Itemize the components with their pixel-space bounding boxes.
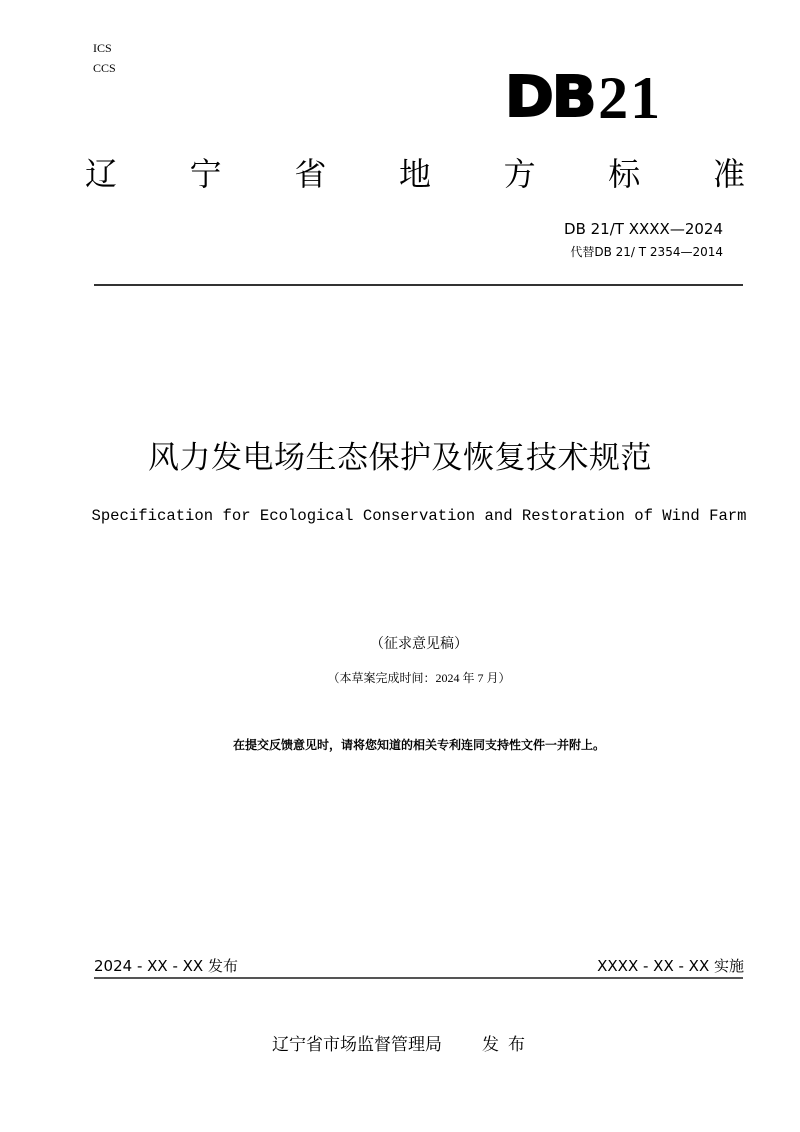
standard-type-char: 方 <box>503 155 536 193</box>
patent-notice: 在提交反馈意见时，请将您知道的相关专利连同支持性文件一并附上。 <box>232 738 605 752</box>
publisher-line <box>272 1033 534 1057</box>
bottom-divider <box>94 977 743 979</box>
publisher-action: 发布 <box>482 1035 534 1055</box>
document-title-english: Specification for Ecological Conservation and Restoration of Wind Farm <box>91 507 747 525</box>
issue-date: 2024 - XX - XX 发布 <box>94 957 238 975</box>
classification-codes <box>93 38 116 78</box>
draft-status: （征求意见稿） <box>370 637 468 652</box>
db21-logo <box>505 65 663 131</box>
document-title-chinese: 风力发电场生态保护及恢复技术规范 <box>148 440 652 476</box>
standard-type-char: 标 <box>608 155 641 193</box>
ccs-label: CCS <box>93 61 116 75</box>
top-divider <box>94 284 743 286</box>
standard-type-char: 辽 <box>85 155 118 193</box>
standard-type-char: 省 <box>294 155 327 193</box>
replaced-standard: 代替DB 21/ T 2354—2014 <box>570 245 723 259</box>
standard-type-char: 地 <box>398 155 431 193</box>
publisher-name: 辽宁省市场监督管理局 <box>272 1035 442 1055</box>
standard-type-heading <box>85 152 745 196</box>
logo-number: 21 <box>598 65 663 131</box>
standard-type-char: 宁 <box>189 155 222 193</box>
standard-number: DB 21/T XXXX—2024 <box>564 220 723 238</box>
standard-type-char: 准 <box>712 155 745 193</box>
draft-completion-date: （本草案完成时间：2024 年 7 月） <box>327 671 511 685</box>
implementation-date: XXXX - XX - XX 实施 <box>597 957 744 975</box>
logo-prefix: DB <box>505 65 595 130</box>
ics-label: ICS <box>93 41 112 55</box>
